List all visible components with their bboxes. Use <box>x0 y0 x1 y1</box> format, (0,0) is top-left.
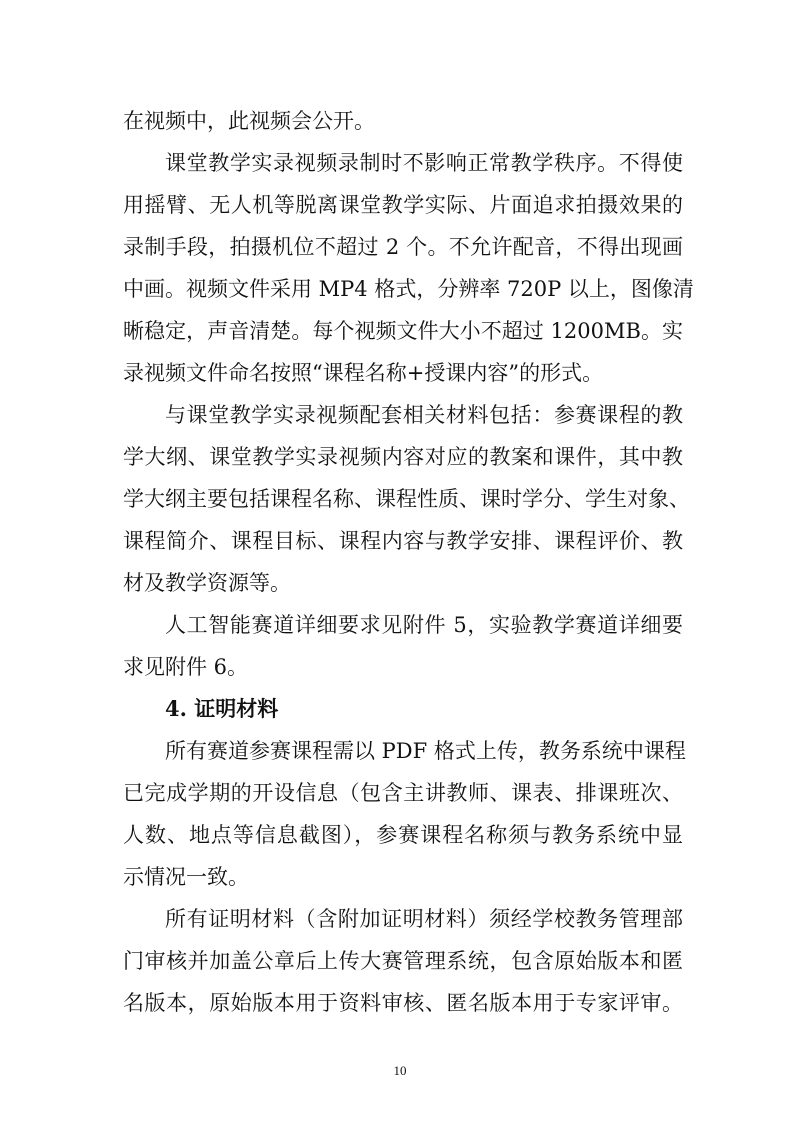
text-line: 录视频文件命名按照“课程名称+授课内容”的形式。 <box>123 361 604 385</box>
text-line: 所有赛道参赛课程需以 PDF 格式上传，教务系统中课程 <box>165 739 686 763</box>
text-line: 已完成学期的开设信息（包含主讲教师、课表、排课班次、 <box>123 781 683 805</box>
text-line: 课程简介、课程目标、课程内容与教学安排、课程评价、教 <box>123 529 683 553</box>
text-line: 录制手段，拍摄机位不超过 2 个。不允许配音，不得出现画 <box>123 235 683 259</box>
section-heading: 4. 证明材料 <box>165 696 279 721</box>
text-line: 示情况一致。 <box>123 865 249 889</box>
text-line: 用摇臂、无人机等脱离课堂教学实际、片面追求拍摄效果的 <box>123 193 683 217</box>
text-line: 人工智能赛道详细要求见附件 5，实验教学赛道详细要 <box>165 613 683 637</box>
text-line: 名版本，原始版本用于资料审核、匿名版本用于专家评审。 <box>123 991 683 1015</box>
text-line: 所有证明材料（含附加证明材料）须经学校教务管理部 <box>165 907 683 931</box>
text-line: 学大纲主要包括课程名称、课程性质、课时学分、学生对象、 <box>123 487 690 511</box>
text-line: 学大纲、课堂教学实录视频内容对应的教案和课件，其中教 <box>123 445 683 469</box>
page-number: 10 <box>393 1063 407 1078</box>
text-line: 求见附件 6。 <box>123 655 249 679</box>
text-line: 晰稳定，声音清楚。每个视频文件大小不超过 1200MB。实 <box>123 319 683 343</box>
text-line: 门审核并加盖公章后上传大赛管理系统，包含原始版本和匿 <box>123 949 683 973</box>
text-line: 课堂教学实录视频录制时不影响正常教学秩序。不得使 <box>165 151 683 175</box>
text-line: 与课堂教学实录视频配套相关材料包括：参赛课程的教 <box>165 403 683 427</box>
text-line: 中画。视频文件采用 MP4 格式，分辨率 720P 以上，图像清 <box>123 277 694 301</box>
text-line: 在视频中，此视频会公开。 <box>123 109 375 133</box>
text-line: 材及教学资源等。 <box>123 571 291 595</box>
text-line: 人数、地点等信息截图），参赛课程名称须与教务系统中显 <box>123 823 683 847</box>
